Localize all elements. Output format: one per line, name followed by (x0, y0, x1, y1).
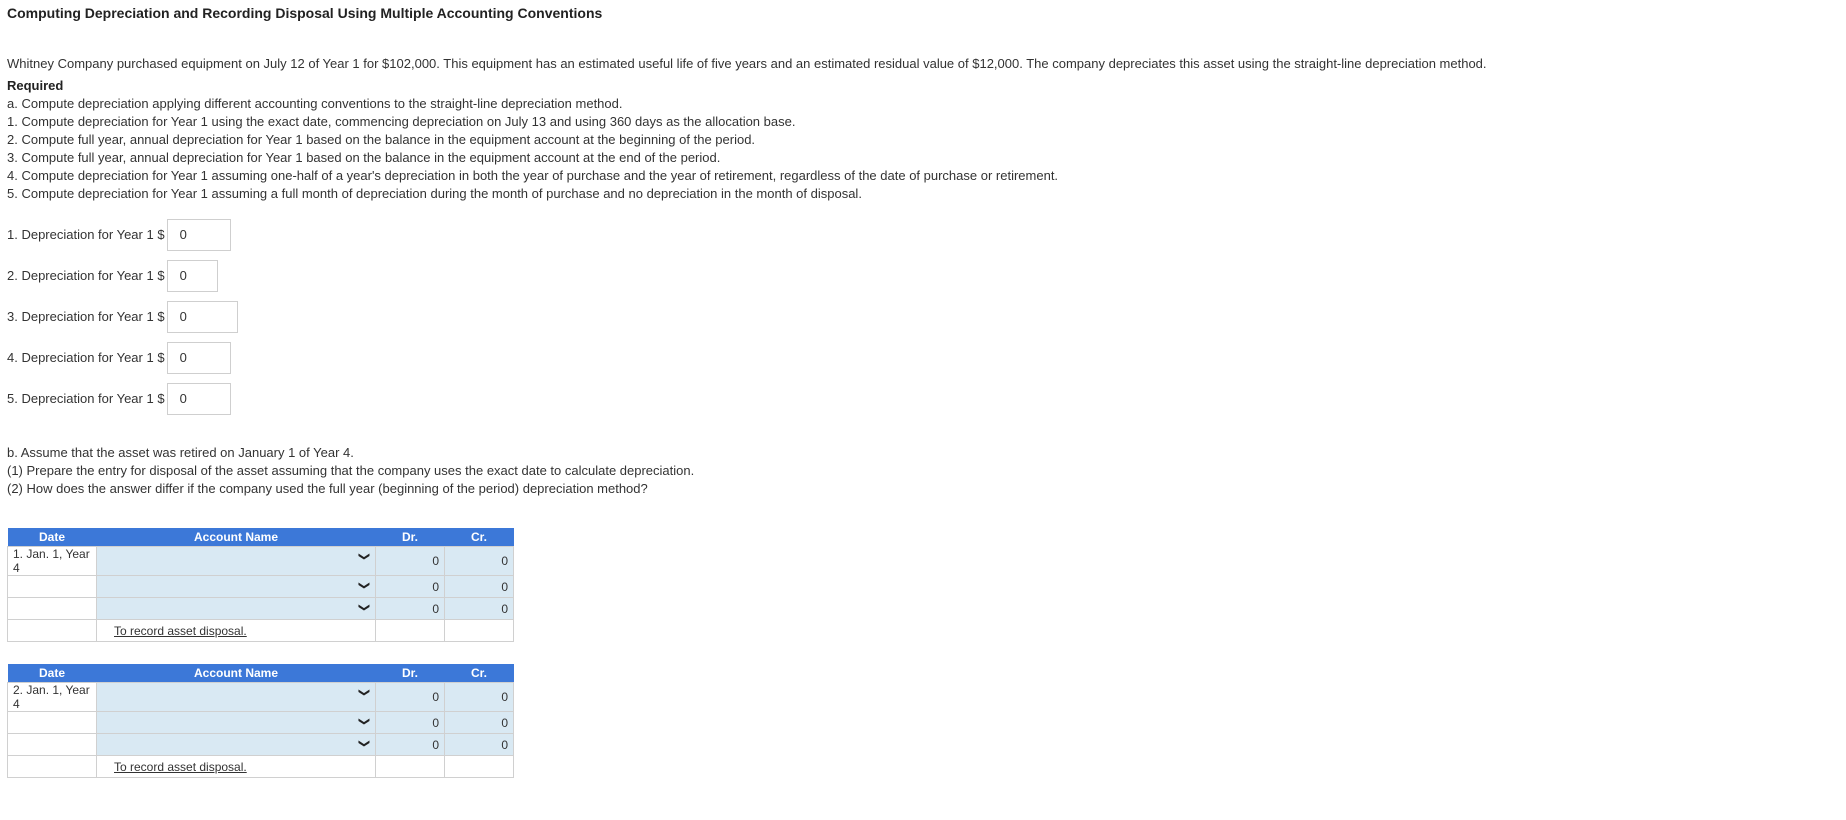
answer-row-3 (7, 299, 1839, 334)
date-cell (8, 712, 97, 734)
journal-header-row (8, 528, 514, 547)
answer-row-5 (7, 381, 1839, 416)
page-title: Computing Depreciation and Recording Disposal Using Multiple Accounting Conventions (7, 5, 603, 21)
answer-row-2 (7, 258, 1839, 293)
memo-row (8, 620, 514, 642)
memo-cell (97, 756, 376, 778)
chevron-down-icon[interactable]: ❯ (357, 687, 370, 698)
debit-input[interactable]: 0 (376, 734, 445, 756)
instruction-line: 5. Compute depreciation for Year 1 assuming a full month of depreciation during the month of purchase and no depreciation in the month of disposal. (7, 186, 862, 201)
chevron-down-icon[interactable]: ❯ (357, 551, 370, 562)
journal-header-row (8, 664, 514, 683)
answer-label: 4. Depreciation for Year 1 $ (7, 349, 165, 365)
account-select[interactable] (97, 712, 376, 734)
debit-cell (376, 620, 445, 642)
instruction-line: 4. Compute depreciation for Year 1 assuming one-half of a year's depreciation in both the year of purchase and the year of retirement, regardless of the date of purchase or retirement. (7, 168, 1059, 183)
date-cell (8, 620, 97, 642)
credit-cell (445, 620, 514, 642)
instruction-line: (2) How does the answer differ if the company used the full year (beginning of the period) depreciation method? (7, 481, 648, 496)
journal-row (8, 683, 514, 712)
date-cell (8, 756, 97, 778)
debit-input[interactable]: 0 (376, 547, 445, 576)
instruction-line: b. Assume that the asset was retired on January 1 of Year 4. (7, 445, 354, 460)
debit-header: Dr. (376, 664, 445, 683)
depreciation-input-5[interactable]: 0 (167, 383, 231, 415)
memo-cell (97, 620, 376, 642)
answer-row-4 (7, 340, 1839, 375)
date-header: Date (8, 528, 97, 547)
account-select[interactable] (97, 598, 376, 620)
memo-text: To record asset disposal. (114, 759, 247, 774)
credit-input[interactable]: 0 (445, 547, 514, 576)
account-select[interactable] (97, 547, 376, 576)
debit-header: Dr. (376, 528, 445, 547)
journal-entry-table-1 (7, 528, 514, 642)
chevron-down-icon[interactable]: ❯ (357, 716, 370, 727)
debit-input[interactable]: 0 (376, 576, 445, 598)
part-b-instructions (7, 444, 1839, 498)
memo-text: To record asset disposal. (114, 623, 247, 638)
account-header: Account Name (97, 528, 376, 547)
account-select[interactable] (97, 734, 376, 756)
instruction-line: 3. Compute full year, annual depreciation for Year 1 based on the balance in the equipment account at the end of the period. (7, 150, 721, 165)
credit-input[interactable]: 0 (445, 598, 514, 620)
journal-row (8, 547, 514, 576)
instruction-line: 1. Compute depreciation for Year 1 using the exact date, commencing depreciation on July 13 and using 360 days as the allocation base. (7, 114, 796, 129)
journal-row (8, 734, 514, 756)
date-cell: 2. Jan. 1, Year 4 (8, 683, 97, 712)
answer-label: 5. Depreciation for Year 1 $ (7, 390, 165, 406)
account-header: Account Name (97, 664, 376, 683)
account-select[interactable] (97, 576, 376, 598)
answers-section (7, 217, 1839, 416)
journal-entry-table-2 (7, 664, 514, 778)
journal-row (8, 598, 514, 620)
answer-label: 3. Depreciation for Year 1 $ (7, 308, 165, 324)
answer-label: 1. Depreciation for Year 1 $ (7, 226, 165, 242)
account-select[interactable] (97, 683, 376, 712)
debit-cell (376, 756, 445, 778)
date-cell (8, 598, 97, 620)
instruction-line: (1) Prepare the entry for disposal of the asset assuming that the company uses the exact date to calculate depreciation. (7, 463, 695, 478)
credit-input[interactable]: 0 (445, 576, 514, 598)
depreciation-input-3[interactable]: 0 (167, 301, 238, 333)
date-cell: 1. Jan. 1, Year 4 (8, 547, 97, 576)
answer-label: 2. Depreciation for Year 1 $ (7, 267, 165, 283)
depreciation-input-2[interactable]: 0 (167, 260, 218, 292)
credit-header: Cr. (445, 528, 514, 547)
credit-header: Cr. (445, 664, 514, 683)
date-header: Date (8, 664, 97, 683)
problem-intro: Whitney Company purchased equipment on July 12 of Year 1 for $102,000. This equipment has an estimated useful life of five years and an estimated residual value of $12,000. The company depreciates this asset using the straight-line depreciation method. (7, 56, 1487, 71)
chevron-down-icon[interactable]: ❯ (357, 580, 370, 591)
debit-input[interactable]: 0 (376, 683, 445, 712)
part-a-instructions (7, 95, 1839, 203)
depreciation-input-4[interactable]: 0 (167, 342, 231, 374)
answer-row-1 (7, 217, 1839, 252)
journal-row (8, 712, 514, 734)
date-cell (8, 576, 97, 598)
instruction-line: a. Compute depreciation applying different accounting conventions to the straight-line depreciation method. (7, 96, 623, 111)
credit-cell (445, 756, 514, 778)
credit-input[interactable]: 0 (445, 734, 514, 756)
required-heading: Required (7, 78, 64, 93)
date-cell (8, 734, 97, 756)
depreciation-input-1[interactable]: 0 (167, 219, 231, 251)
debit-input[interactable]: 0 (376, 598, 445, 620)
credit-input[interactable]: 0 (445, 683, 514, 712)
debit-input[interactable]: 0 (376, 712, 445, 734)
journal-row (8, 576, 514, 598)
chevron-down-icon[interactable]: ❯ (357, 602, 370, 613)
credit-input[interactable]: 0 (445, 712, 514, 734)
instruction-line: 2. Compute full year, annual depreciation for Year 1 based on the balance in the equipment account at the beginning of the period. (7, 132, 756, 147)
memo-row (8, 756, 514, 778)
chevron-down-icon[interactable]: ❯ (357, 738, 370, 749)
